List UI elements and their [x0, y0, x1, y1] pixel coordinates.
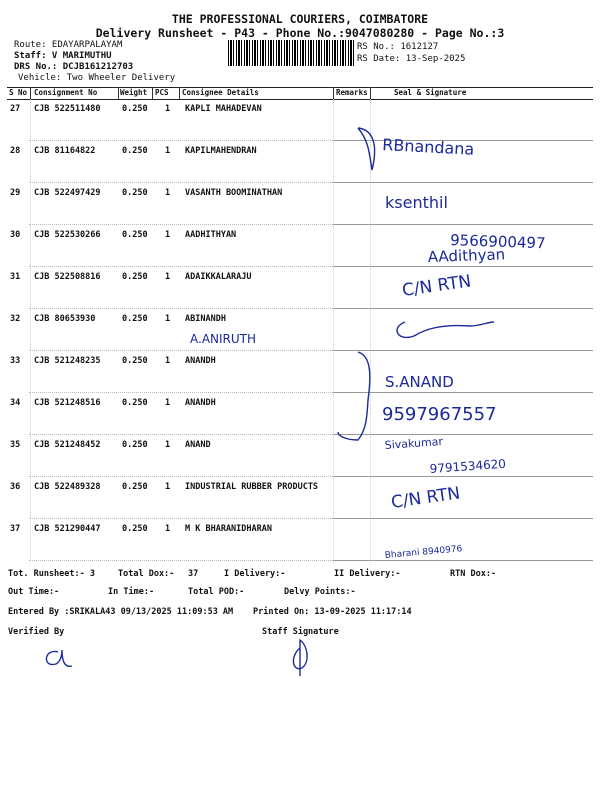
- cell-pcs: 1: [165, 398, 171, 408]
- sig-r30-name: AAdithyan: [427, 245, 506, 266]
- total-dox-label: Total Dox:-: [118, 569, 175, 579]
- cell-sno: 27: [10, 104, 21, 114]
- cell-sno: 30: [10, 230, 21, 240]
- cell-weight: 0.250: [122, 524, 148, 534]
- ii-delivery: II Delivery:-: [334, 569, 401, 579]
- total-dox-value: 37: [188, 569, 199, 579]
- entered-by: Entered By :SRIKALA43 09/13/2025 11:09:53 AM: [8, 607, 234, 617]
- cell-pcs: 1: [165, 356, 171, 366]
- sig-r32-scribble: [397, 322, 494, 337]
- cell-consignee: ANANDH: [185, 398, 216, 408]
- cell-weight: 0.250: [122, 398, 148, 408]
- staff-signature-mark: [293, 640, 307, 676]
- cell-pcs: 1: [165, 440, 171, 450]
- sig-r33: S.ANAND: [385, 373, 454, 391]
- sig-r29: ksenthil: [385, 193, 448, 212]
- cell-sno: 28: [10, 146, 21, 156]
- cell-pcs: 1: [165, 146, 171, 156]
- printed-on: Printed On: 13-09-2025 11:17:14: [253, 607, 412, 617]
- cell-weight: 0.250: [122, 272, 148, 282]
- cell-consignment: CJB 521290447: [34, 524, 101, 534]
- cell-consignee: ANANDH: [185, 356, 216, 366]
- runsheet-title: Delivery Runsheet - P43 - Phone No.:9047080280 - Page No.:3: [95, 26, 505, 40]
- cell-sno: 29: [10, 188, 21, 198]
- col-remarks: Remarks: [336, 88, 368, 97]
- cell-consignment: CJB 522508816: [34, 272, 101, 282]
- staff-label: Staff: V MARIMUTHU: [14, 51, 112, 61]
- cell-weight: 0.250: [122, 104, 148, 114]
- company-title: THE PROFESSIONAL COURIERS, COIMBATORE: [171, 12, 429, 26]
- col-consignee: Consignee Details: [182, 88, 259, 97]
- sig-r31: C/N RTN: [400, 271, 473, 301]
- cell-pcs: 1: [165, 524, 171, 534]
- out-time: Out Time:-: [8, 587, 60, 597]
- col-sno: S No: [9, 88, 28, 97]
- cell-consignment: CJB 81164822: [34, 146, 96, 156]
- cell-sno: 31: [10, 272, 21, 282]
- sig-r30-phone: 9566900497: [449, 231, 546, 253]
- cell-consignee: M K BHARANIDHARAN: [185, 524, 272, 534]
- cell-weight: 0.250: [122, 482, 148, 492]
- cell-consignment: CJB 522511480: [34, 104, 101, 114]
- drs-number: DRS No.: DCJB161212703: [14, 62, 134, 72]
- verified-by: Verified By: [8, 627, 65, 637]
- cell-consignment: CJB 521248516: [34, 398, 101, 408]
- verified-signature: [46, 650, 72, 666]
- cell-consignee: VASANTH BOOMINATHAN: [185, 188, 283, 198]
- cell-consignee: ADAIKKALARAJU: [185, 272, 252, 282]
- in-time: In Time:-: [108, 587, 155, 597]
- cell-pcs: 1: [165, 482, 171, 492]
- cell-weight: 0.250: [122, 188, 148, 198]
- rtn-dox: RTN Dox:-: [450, 569, 497, 579]
- cell-weight: 0.250: [122, 314, 148, 324]
- cell-sno: 32: [10, 314, 21, 324]
- col-pcs: PCS: [155, 88, 169, 97]
- cell-pcs: 1: [165, 314, 171, 324]
- cell-weight: 0.250: [122, 356, 148, 366]
- cell-pcs: 1: [165, 272, 171, 282]
- cell-sno: 37: [10, 524, 21, 534]
- cell-pcs: 1: [165, 188, 171, 198]
- cell-sno: 35: [10, 440, 21, 450]
- total-pod: Total POD:-: [188, 587, 245, 597]
- staff-signature-label: Staff Signature: [262, 627, 339, 637]
- cell-weight: 0.250: [122, 146, 148, 156]
- i-delivery: I Delivery:-: [224, 569, 286, 579]
- cell-consignment: CJB 521248235: [34, 356, 101, 366]
- cell-consignee: INDUSTRIAL RUBBER PRODUCTS: [185, 482, 319, 492]
- cell-weight: 0.250: [122, 440, 148, 450]
- cell-consignee: ABINANDH: [185, 314, 226, 324]
- sig-r35-name: Sivakumar: [384, 434, 444, 452]
- delvy-points: Delvy Points:-: [284, 587, 356, 597]
- sig-r32-name: A.ANIRUTH: [190, 332, 257, 346]
- cell-consignment: CJB 521248452: [34, 440, 101, 450]
- cell-consignment: CJB 522489328: [34, 482, 101, 492]
- cell-pcs: 1: [165, 104, 171, 114]
- cell-consignment: CJB 522530266: [34, 230, 101, 240]
- cell-sno: 34: [10, 398, 21, 408]
- sig-r37: Bharani 8940976: [384, 544, 463, 561]
- sig-r36: C/N RTN: [389, 483, 462, 513]
- cell-consignee: KAPILMAHENDRAN: [185, 146, 257, 156]
- sig-r35-phone: 9791534620: [429, 456, 507, 476]
- cell-consignee: KAPLI MAHADEVAN: [185, 104, 262, 114]
- vehicle-label: Vehicle: Two Wheeler Delivery: [18, 73, 176, 83]
- tot-runsheet: Tot. Runsheet:- 3: [8, 569, 95, 579]
- rs-date: RS Date: 13-Sep-2025: [357, 54, 466, 64]
- cell-consignee: ANAND: [185, 440, 211, 450]
- rs-number: RS No.: 1612127: [357, 42, 439, 52]
- cell-sno: 36: [10, 482, 21, 492]
- cell-pcs: 1: [165, 230, 171, 240]
- sig-r34: 9597967557: [382, 404, 497, 425]
- col-weight: Weight: [120, 88, 148, 97]
- cell-consignee: AADHITHYAN: [185, 230, 237, 240]
- cell-weight: 0.250: [122, 230, 148, 240]
- cell-sno: 33: [10, 356, 21, 366]
- cell-consignment: CJB 522497429: [34, 188, 101, 198]
- route-label: Route: EDAYARPALAYAM: [14, 40, 123, 50]
- sig-r27: RBnandana: [381, 135, 475, 159]
- cell-consignment: CJB 80653930: [34, 314, 96, 324]
- col-seal: Seal & Signature: [394, 88, 467, 97]
- col-consignment: Consignment No: [34, 88, 98, 97]
